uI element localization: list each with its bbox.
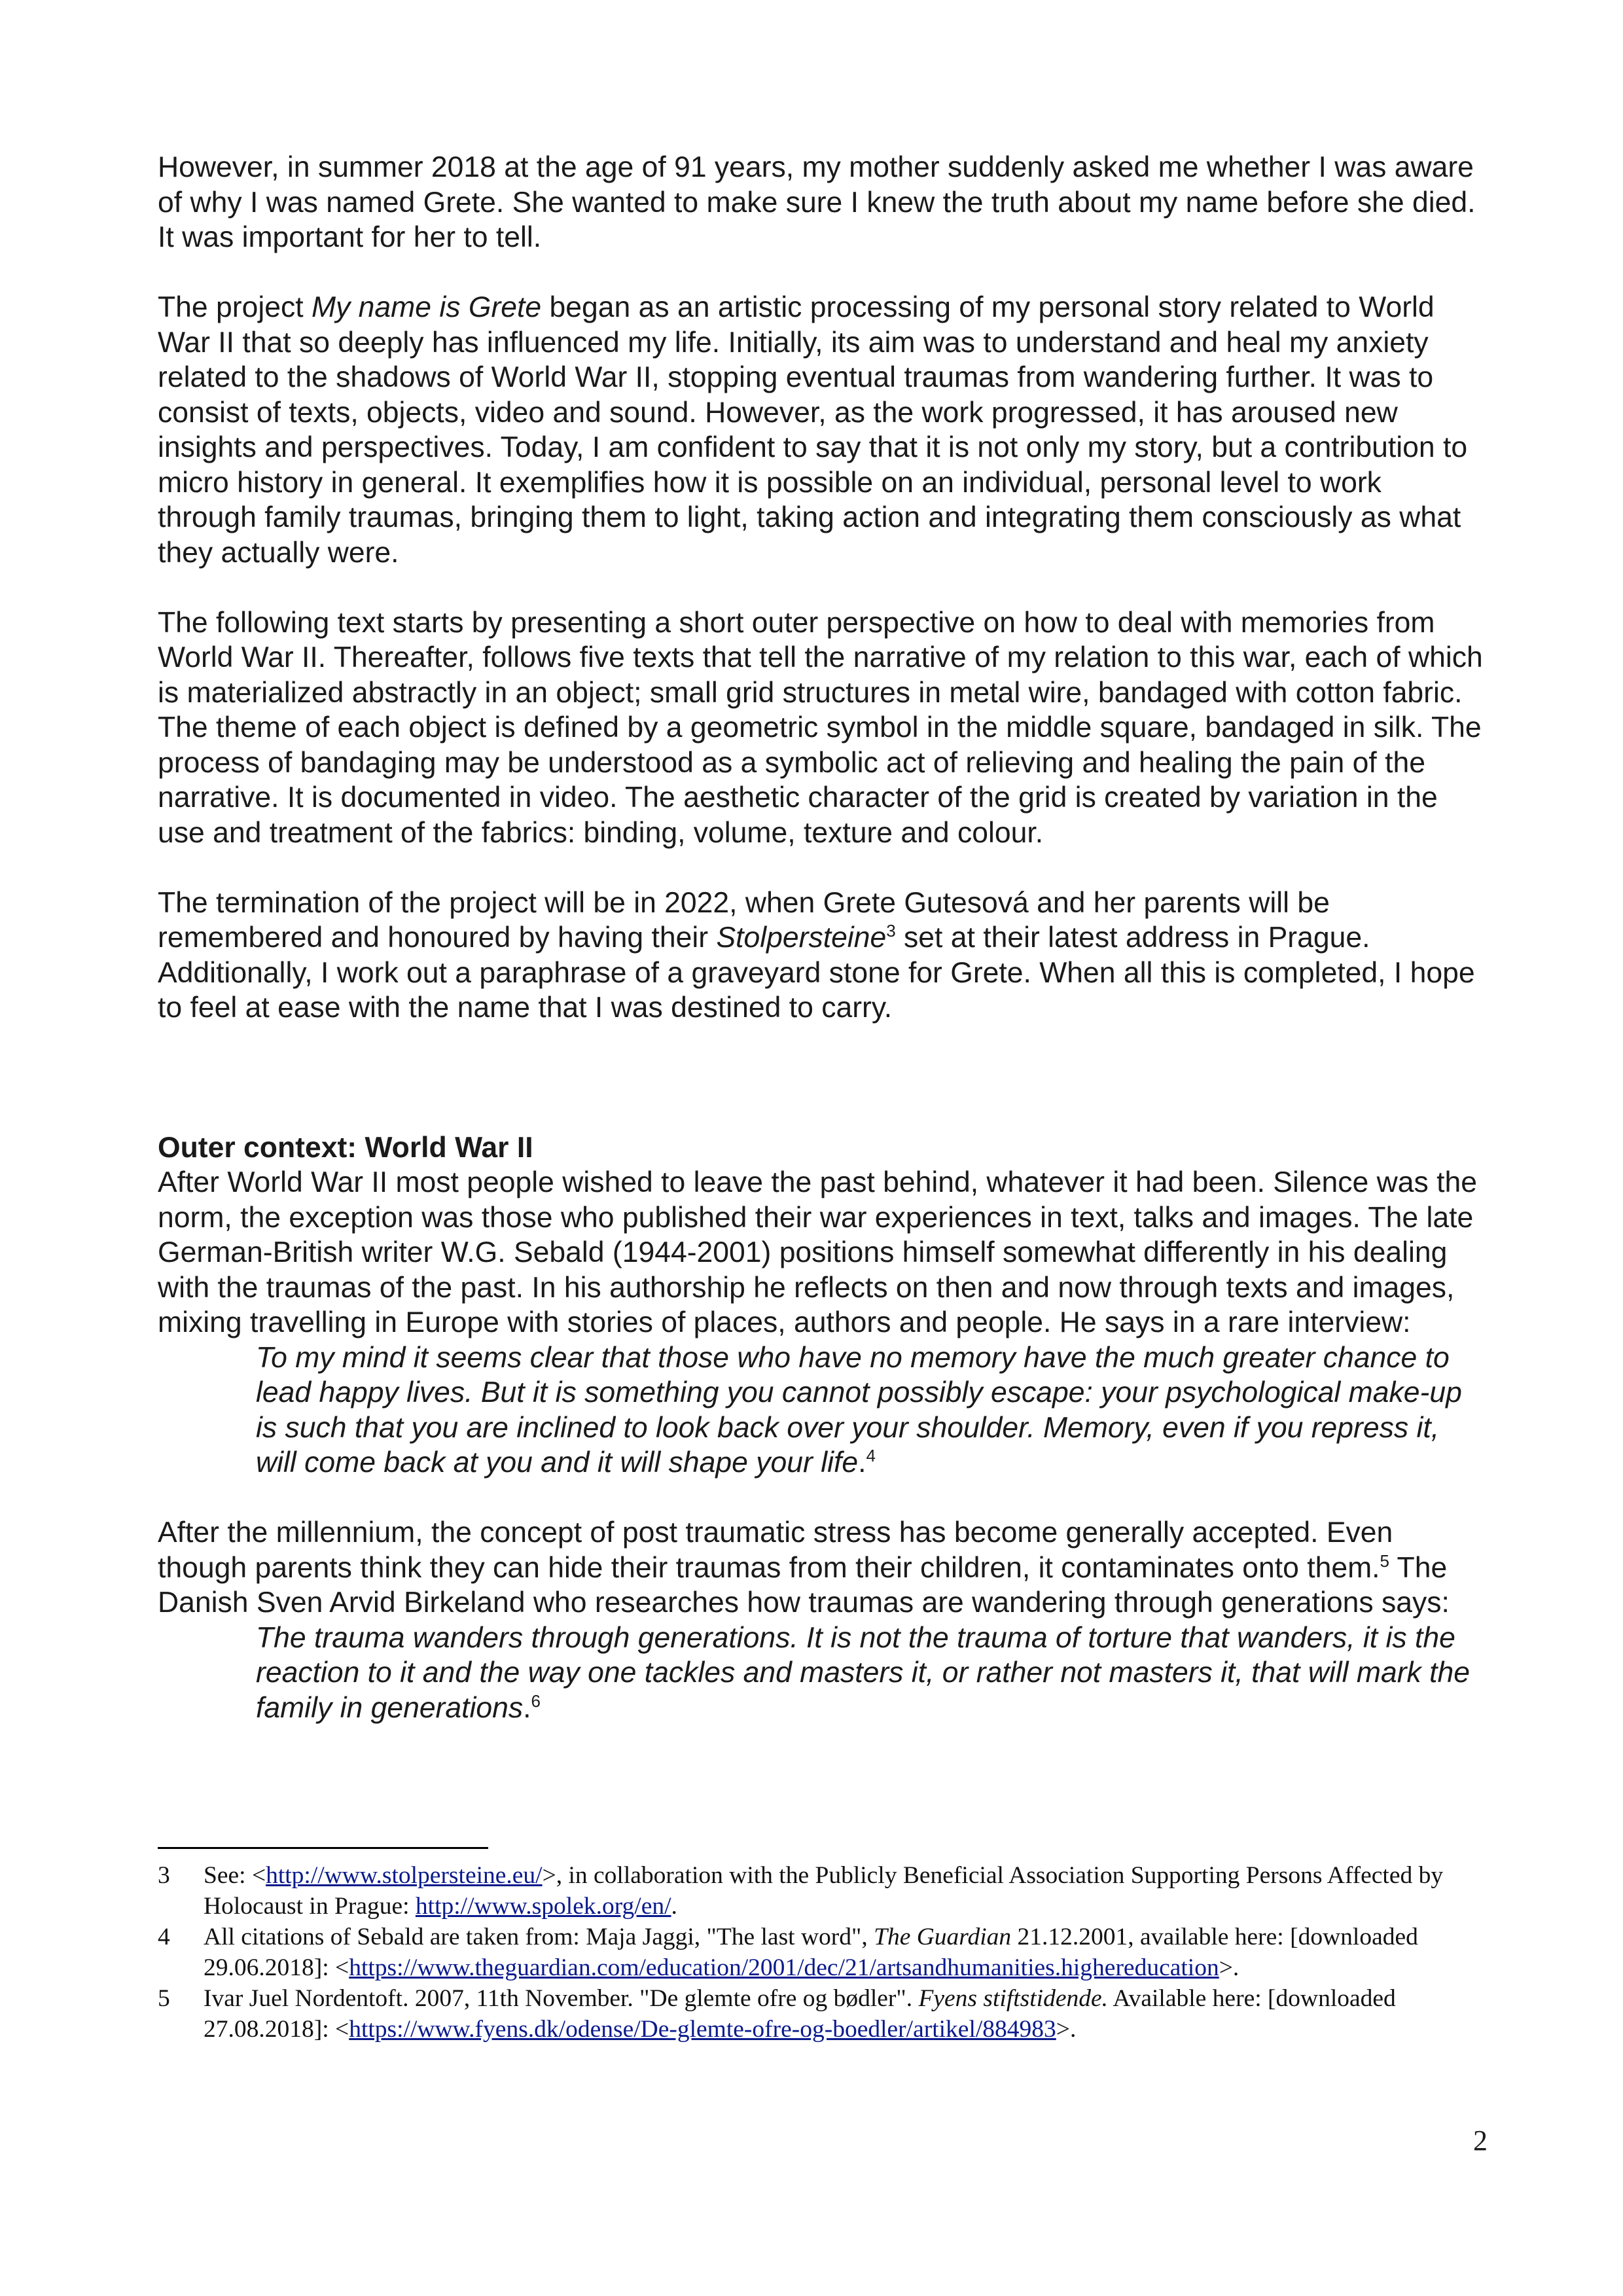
footnote-number: 4	[158, 1924, 170, 1950]
quote-text: To my mind it seems clear that those who have no memory have the much greater chance to lead happy lives. But it is something you cannot possibly escape: your psychological make-up is such that you are inclined to look back over your shoulder. Memory, even if you repress it, will come back at you and it will shape your life	[256, 1341, 1462, 1479]
main-text	[158, 150, 1486, 1725]
paragraph-sebald: After World War II most people wished to leave the past behind, whatever it had been. Silence was the norm, the exception was those who published their war experiences in text, talks and images. The late German-British writer W.G. Sebald (1944-2001) positions himself somewhat differently in his dealing with the traumas of the past. In his authorship he reflects on then and now through texts and images, mixing travelling in Europe with stories of places, authors and people. He says in a rare interview:	[158, 1166, 1477, 1338]
text-span: 21.12.2001, available here: [downloaded 29.06.2018]: <	[204, 1924, 1418, 1981]
page-number: 2	[1473, 2125, 1488, 2157]
birkeland-quote	[256, 1621, 1486, 1726]
footnote-body	[204, 1983, 1486, 2045]
footnote-divider	[158, 1847, 488, 1849]
footnote-number: 3	[158, 1862, 170, 1889]
text-span: The project	[158, 291, 312, 323]
footnote-4	[158, 1922, 1486, 1983]
sebald-quote	[256, 1340, 1486, 1480]
text-span: The Danish Sven Arvid Birkeland who researches how traumas are wandering through generations says:	[158, 1551, 1450, 1619]
text-span: >.	[1219, 1954, 1240, 1981]
text-span: Ivar Juel Nordentoft. 2007, 11th November. "De glemte ofre og bødler".	[204, 1985, 919, 2012]
text-span: Available here: [downloaded 27.08.2018]: <	[204, 1985, 1396, 2043]
footnote-ref-6[interactable]: 6	[531, 1691, 541, 1711]
footnote-body	[204, 1860, 1486, 1922]
text-span: See: <	[204, 1862, 266, 1889]
paragraph-text-structure: The following text starts by presenting a short outer perspective on how to deal with memories from World War II. Thereafter, follows five texts that tell the narrative of my relation to this war, each of which is materialized abstractly in an object; small grid structures in metal wire, bandaged with cotton fabric. The theme of each object is defined by a geometric symbol in the middle square, bandaged in silk. The process of bandaging may be understood as a symbolic act of relieving and healing the pain of the narrative. It is documented in video. The aesthetic character of the grid is created by variation in the use and treatment of the fabrics: binding, volume, texture and colour.	[158, 606, 1483, 849]
footnote-ref-4[interactable]: 4	[866, 1446, 876, 1466]
text-span: .	[671, 1893, 677, 1920]
quote-text: The trauma wanders through generations. It is not the trauma of torture that wanders, it is the reaction to it and the way one tackles and masters it, or rather not masters it, that will mark the family in generations	[256, 1621, 1470, 1724]
source-title: Fyens stiftstidende.	[918, 1985, 1109, 2012]
footnote-number: 5	[158, 1985, 170, 2012]
footnote-body	[204, 1922, 1486, 1983]
text-span: All citations of Sebald are taken from: Maja Jaggi, "The last word",	[204, 1924, 874, 1950]
text-span: After the millennium, the concept of post traumatic stress has become generally accepted. Even though parents think they can hide their traumas from their children, it contaminates onto them.	[158, 1516, 1393, 1584]
footnotes	[158, 1860, 1486, 2045]
section-heading: Outer context: World War II	[158, 1131, 533, 1164]
spolek-link[interactable]: http://www.spolek.org/en/	[415, 1893, 671, 1920]
stolpersteine-term: Stolpersteine	[716, 922, 887, 954]
text-span: began as an artistic processing of my personal story related to World War II that so deeply has influenced my life. Initially, its aim was to understand and heal my anxiety related to the shadows of World War II, stopping eventual traumas from wandering further. It was to consist of texts, objects, video and sound. However, as the work progressed, it has aroused new insights and perspectives. Today, I am confident to say that it is not only my story, but a contribution to micro history in general. It exemplifies how it is possible on an individual, personal level to work through family traumas, bringing them to light, taking action and integrating them consciously as what they actually were.	[158, 291, 1468, 569]
footnote-ref-5[interactable]: 5	[1380, 1551, 1389, 1571]
text-span: >, in collaboration with the Publicly Beneficial Association Supporting Persons Affected by Holocaust in Prague:	[204, 1862, 1444, 1920]
footnote-3	[158, 1860, 1486, 1922]
text-span: The termination of the project will be in 2022, when Grete Gutesová and her parents will be remembered and honoured by having their	[158, 886, 1330, 954]
quote-end: .	[523, 1691, 531, 1724]
paragraph-mother-question: However, in summer 2018 at the age of 91 years, my mother suddenly asked me whether I was aware of why I was named Grete. She wanted to make sure I knew the truth about my name before she died. It was important for her to tell.	[158, 151, 1476, 253]
paragraph-post-traumatic	[158, 1515, 1486, 1621]
source-title: The Guardian	[874, 1924, 1012, 1950]
guardian-link[interactable]: https://www.theguardian.com/education/2001/dec/21/artsandhumanities.highereducation	[349, 1954, 1219, 1981]
text-span: >.	[1056, 2016, 1077, 2043]
text-span: set at their latest address in Prague. Additionally, I work out a paraphrase of a graveyard stone for Grete. When all this is completed, I hope to feel at ease with the name that I was destined to carry.	[158, 922, 1475, 1024]
fyens-link[interactable]: https://www.fyens.dk/odense/De-glemte-ofre-og-boedler/artikel/884983	[349, 2016, 1056, 2043]
stolpersteine-link[interactable]: http://www.stolpersteine.eu/	[266, 1862, 543, 1889]
footnote-5	[158, 1983, 1486, 2045]
project-title: My name is Grete	[311, 291, 542, 323]
footnote-ref-3[interactable]: 3	[886, 921, 896, 941]
quote-end: .	[858, 1446, 866, 1479]
paragraph-project-intro	[158, 290, 1486, 570]
paragraph-termination	[158, 886, 1486, 1026]
